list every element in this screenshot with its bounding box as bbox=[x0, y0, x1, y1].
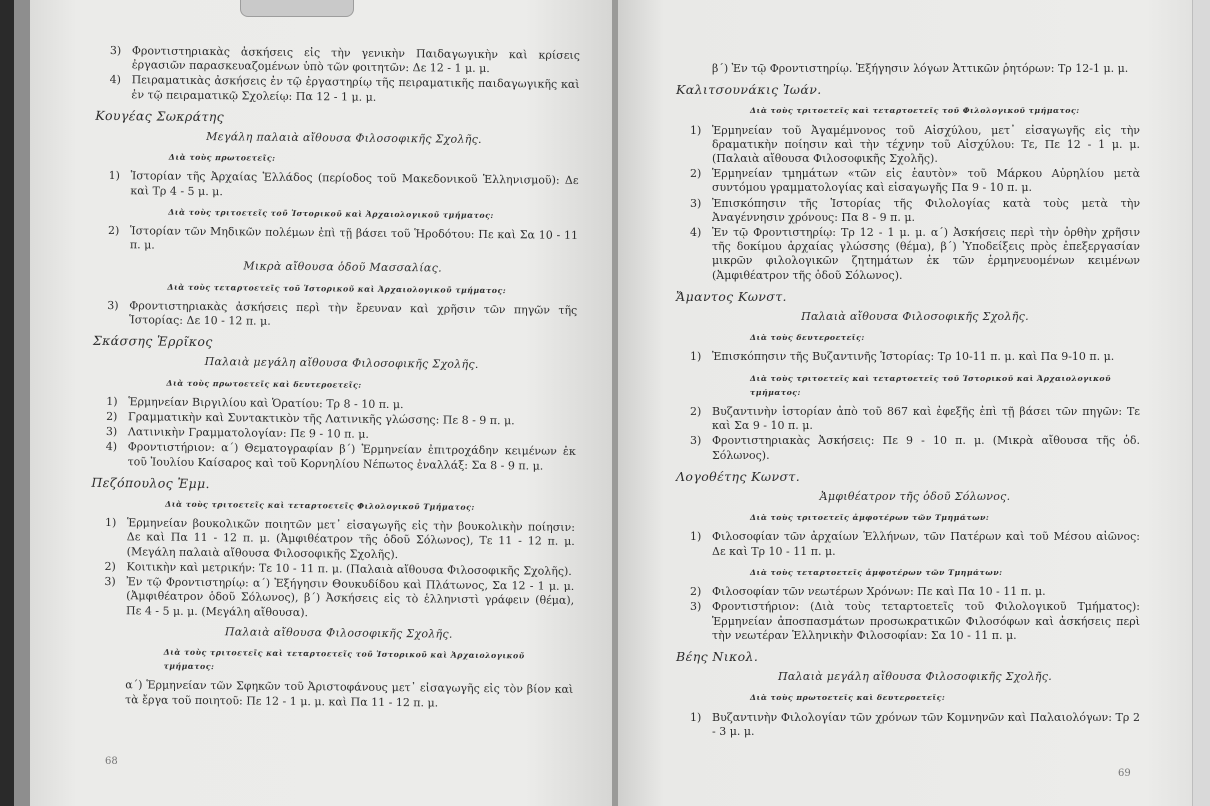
numbered-entry bbox=[109, 73, 579, 106]
entry-number: 2) bbox=[690, 167, 702, 181]
left-page-text bbox=[91, 44, 580, 713]
audience-heading: Διὰ τοὺς τριτοετεῖς τοῦ Ἱστορικοῦ καὶ Ἀρχαιολογικοῦ τμήματος: bbox=[168, 207, 494, 220]
audience-heading: Διὰ τοὺς πρωτοετεῖς καὶ δευτεροετεῖς: bbox=[166, 378, 362, 390]
audience-heading: Διὰ τοὺς τριτοετεῖς ἀμφοτέρων τῶν Τμημάτων: bbox=[750, 513, 990, 523]
book-clip bbox=[240, 0, 354, 17]
entry-number: 1) bbox=[690, 123, 702, 137]
audience-heading: Διὰ τοὺς τεταρτοετεῖς ἀμφοτέρων τῶν Τμημάτων: bbox=[750, 567, 1003, 577]
numbered-entry bbox=[105, 516, 575, 564]
entry-text: Ἱστορίαν τῆς Ἀρχαίας Ἑλλάδος (περίοδος τοῦ Μακεδονικοῦ Ἑλληνισμοῦ): Δε καὶ Τρ 4 - 5 μ. μ. bbox=[130, 169, 579, 198]
numbered-entry bbox=[690, 226, 1140, 283]
entry-number: 1) bbox=[104, 516, 117, 530]
entry-text: Ἐν τῷ Φροντιστηρίῳ: α΄) Ἐξήγησιν Θουκυδίδου καὶ Πλάτωνος, Σα 12 - 1 μ. μ. (Ἀμφιθέατρον ὁδοῦ Σόλωνος), β΄) Ἀσκήσεις εἰς τὸ ἑλληνιστὶ γράφειν (θέμα), Πε 4 - 5 μ. μ. (Μεγάλη αἴθουσα). bbox=[126, 575, 575, 619]
entry-text: Φιλοσοφίαν τῶν ἀρχαίων Ἑλλήνων, τῶν Πατέρων καὶ τοῦ Μέσου αἰῶνος: Δε καὶ Τρ 10 - 11 π. μ. bbox=[712, 530, 1140, 558]
entry-number: 4) bbox=[109, 73, 121, 87]
entry-number: 3) bbox=[105, 425, 118, 439]
entry-number: 3) bbox=[690, 434, 702, 448]
right-page-text bbox=[676, 62, 1140, 740]
entry-number: 2) bbox=[104, 559, 116, 573]
entry-text: Κοιτικὴν καὶ μετρικήν: Τε 10 - 11 π. μ. (Παλαιὰ αἴθουσα Φιλοσοφικῆς Σχολῆς). bbox=[126, 560, 572, 578]
entry-number: 1) bbox=[690, 530, 702, 544]
numbered-entry bbox=[690, 585, 1140, 599]
audience-heading: Διὰ τοὺς τριτοετεῖς καὶ τεταρτοετεῖς τοῦ Φιλολογικοῦ τμήματος: bbox=[750, 106, 1080, 116]
numbered-entry bbox=[690, 600, 1140, 643]
book-cover-edge bbox=[14, 0, 30, 806]
audience-heading: Διὰ τοὺς τριτοετεῖς καὶ τεταρτοετεῖς τοῦ Ἱστορικοῦ καὶ Ἀρχαιολογικοῦ τμήματος: bbox=[750, 373, 1112, 397]
lecture-venue: Παλαιὰ αἴθουσα Φιλοσοφικῆς Σχολῆς. bbox=[801, 310, 1029, 324]
professor-name: Κουγέας Σωκράτης bbox=[95, 107, 225, 125]
lecture-venue: Μικρὰ αἴθουσα ὁδοῦ Μασσαλίας. bbox=[243, 259, 443, 275]
numbered-entry bbox=[108, 224, 578, 257]
entry-text: Φροντιστηριακὰς ἀσκήσεις εἰς τὴν γενικὴν Παιδαγωγικὴν καὶ κρίσεις ἐργασιῶν παρασκευαζομένων ὑπὸ τῶν φοιτητῶν: Δε 12 - 1 μ. μ. bbox=[131, 44, 580, 76]
entry-number: 2) bbox=[690, 585, 702, 599]
right-page-stack-edge bbox=[1192, 0, 1210, 806]
numbered-entry bbox=[110, 44, 580, 77]
numbered-entry bbox=[107, 299, 577, 332]
lecture-venue: Παλαιὰ μεγάλη αἴθουσα Φιλοσοφικῆς Σχολῆς. bbox=[204, 355, 479, 372]
entry-text: Γραμματικὴν καὶ Συντακτικὸν τῆς Λατινικῆς γλώσσης: Πε 8 - 9 π. μ. bbox=[128, 410, 515, 428]
entry-text: Ἐπισκόπησιν τῆς Βυζαντινῆς Ἱστορίας: Τρ 10-11 π. μ. καὶ Πα 9-10 π. μ. bbox=[712, 350, 1115, 364]
page-number-left: 68 bbox=[105, 756, 118, 767]
entry-number: 3) bbox=[109, 44, 122, 58]
entry-text: Ἱστορίαν τῶν Μηδικῶν πολέμων ἐπὶ τῇ βάσει τοῦ Ἡροδότου: Πε καὶ Σα 10 - 11 π. μ. bbox=[129, 224, 579, 252]
lecture-venue: Μεγάλη παλαιὰ αἴθουσα Φιλοσοφικῆς Σχολῆς. bbox=[206, 130, 482, 146]
numbered-entry bbox=[690, 405, 1140, 433]
entry-text: Ἑρμηνείαν τοῦ Ἀγαμέμνονος τοῦ Αἰσχύλου, μετ᾽ εἰσαγωγῆς εἰς τὴν δραματικὴν ποίησιν καὶ τὴν τέχνην τοῦ Αἰσχύλου: Τε, Πε 12 - 1 μ. μ. (Παλαιὰ αἴθουσα Φιλοσοφικῆς Σχολῆς). bbox=[712, 123, 1140, 166]
numbered-entry bbox=[108, 169, 578, 202]
entry-number: 2) bbox=[107, 224, 120, 238]
left-page bbox=[30, 0, 612, 806]
entry-text: β΄) Ἐν τῷ Φροντιστηρίῳ. Ἐξήγησιν λόγων Ἀττικῶν ῥητόρων: Τρ 12-1 μ. μ. bbox=[712, 62, 1129, 75]
lecture-venue: Παλαιὰ μεγάλη αἴθουσα Φιλοσοφικῆς Σχολῆς. bbox=[778, 670, 1052, 684]
entry-number: 2) bbox=[106, 410, 118, 424]
professor-name: Σκάσσης Ἑρρῖκος bbox=[92, 333, 213, 350]
entry-text: Ἐν τῷ Φροντιστηρίῳ: Τρ 12 - 1 μ. μ. α΄) Ἀσκήσεις περὶ τὴν ὀρθὴν χρῆσιν τῆς δοκίμου ἀρχαίας γλώσσης (θέμα), β΄) Ὑποδείξεις πρὸς ἐπεξεργασίαν μικρῶν φιλολογικῶν ζητημάτων ἐκ τῶν ἑρμηνευομένων κειμένων (Ἀμφιθέατρον τῆς ὁδοῦ Σόλωνος). bbox=[712, 226, 1140, 282]
entry-number: 4) bbox=[690, 226, 702, 240]
numbered-entry bbox=[104, 575, 574, 623]
entry-text: Λατινικὴν Γραμματολογίαν: Πε 9 - 10 π. μ. bbox=[127, 425, 370, 441]
numbered-entry bbox=[690, 434, 1140, 462]
entry-number: 2) bbox=[690, 405, 702, 419]
entry-text: Φροντιστηριακὰς Ἀσκήσεις: Πε 9 - 10 π. μ. (Μικρὰ αἴθουσα τῆς ὁδ. Σόλωνος). bbox=[712, 434, 1140, 462]
entry-text: Φιλοσοφίαν τῶν νεωτέρων Χρόνων: Πε καὶ Πα 10 - 11 π. μ. bbox=[712, 585, 1046, 599]
entry-text: Φροντιστήριον: α΄) Θεματογραφίαν β΄) Ἑρμηνείαν ἐπιτροχάδην κειμένων ἐκ τοῦ Ἰουλίου Καίσαρος καὶ τοῦ Κορνηλίου Νέπωτος ἐναλλάξ: Σα 8 - 9 π. μ. bbox=[127, 440, 576, 473]
entry-number: 1) bbox=[108, 169, 120, 183]
numbered-entry bbox=[106, 440, 576, 473]
audience-heading: Διὰ τοὺς τριτοετεῖς καὶ τεταρτοετεῖς τοῦ Ἱστορικοῦ καὶ Ἀρχαιολογικοῦ τμήματος: bbox=[163, 647, 525, 672]
professor-name: Λογοθέτης Κωνστ. bbox=[676, 468, 801, 484]
entry-number: 3) bbox=[690, 196, 702, 210]
audience-heading: Διὰ τοὺς δευτεροετεῖς: bbox=[750, 333, 865, 343]
entry-number: 1) bbox=[106, 394, 118, 408]
entry-number: 3) bbox=[690, 600, 702, 614]
page-number-right: 69 bbox=[1118, 768, 1131, 779]
entry-text: Ἐπισκόπησιν τῆς Ἱστορίας τῆς Φιλολογίας κατὰ τοὺς μετὰ τὴν Ἀναγέννησιν χρόνους: Πα 8 - 9 π. μ. bbox=[712, 196, 1140, 224]
professor-name: Βέης Νικολ. bbox=[676, 648, 759, 664]
numbered-entry bbox=[690, 530, 1140, 558]
entry-text: Ἑρμηνείαν βουκολικῶν ποιητῶν μετ᾽ εἰσαγωγῆς εἰς τὴν βουκολικὴν ποίησιν: Δε καὶ Πα 11 - 12 π. μ. (Ἀμφιθέατρον τῆς ὁδοῦ Σόλωνος), Τε 11 - 12 π. μ. (Μεγάλη παλαιὰ αἴθουσα Φιλοσοφικῆς Σχολῆς). bbox=[126, 516, 576, 561]
entry-text: α΄) Ἑρμηνείαν τῶν Σφηκῶν τοῦ Ἀριστοφάνους μετ᾽ εἰσαγωγῆς εἰς τὸν βίον καὶ τὰ ἔργα τοῦ ποιητοῦ: Πε 12 - 1 μ. μ. καὶ Πα 11 - 12 π. μ. bbox=[125, 678, 574, 709]
entry-text: Βυζαντινὴν Φιλολογίαν τῶν χρόνων τῶν Κομνηνῶν καὶ Παλαιολόγων: Τρ 2 - 3 μ. μ. bbox=[712, 710, 1140, 738]
numbered-entry bbox=[690, 711, 1140, 739]
entry-text: Βυζαντινὴν ἱστορίαν ἀπὸ τοῦ 867 καὶ ἐφεξῆς ἐπὶ τῇ βάσει τῶν πηγῶν: Τε καὶ Σα 9 - 10 π. μ. bbox=[712, 405, 1140, 433]
numbered-entry bbox=[690, 197, 1140, 225]
entry-number: 3) bbox=[104, 575, 116, 589]
entry-text: Φροντιστήριον: (Διὰ τοὺς τεταρτοετεῖς τοῦ Φιλολογικοῦ Τμήματος): Ἑρμηνείαν ἀποσπασμάτων προσωκρατικῶν Φιλοσόφων καὶ ἀσκήσεις περὶ τὴν νεωτέραν Ἑλληνικὴν Φιλοσοφίαν: Σα 10 - 11 π. μ. bbox=[712, 600, 1140, 642]
numbered-entry bbox=[690, 350, 1140, 364]
lecture-venue: Ἀμφιθέατρον τῆς ὁδοῦ Σόλωνος. bbox=[819, 490, 1011, 504]
right-page bbox=[618, 0, 1192, 806]
entry-text: Ἑρμηνείαν Βιργιλίου καὶ Ὁρατίου: Τρ 8 - 10 π. μ. bbox=[128, 395, 404, 411]
audience-heading: Διὰ τοὺς πρωτοετεῖς καὶ δευτεροετεῖς: bbox=[750, 693, 946, 703]
numbered-entry bbox=[690, 124, 1140, 167]
professor-name: Πεζόπουλος Ἐμμ. bbox=[91, 474, 211, 491]
entry-number: 1) bbox=[690, 710, 702, 724]
entry-number: 1) bbox=[690, 350, 702, 364]
entry-text: Πειραματικὰς ἀσκήσεις ἐν τῷ ἐργαστηρίῳ τῆς πειραματικῆς παιδαγωγικῆς καὶ ἐν τῷ πειραματικῷ Σχολείῳ: Πα 12 - 1 μ. μ. bbox=[131, 73, 580, 104]
entry-number: 3) bbox=[107, 298, 119, 312]
entry-number: 4) bbox=[105, 440, 118, 454]
audience-heading: Διὰ τοὺς πρωτοετεῖς: bbox=[168, 152, 276, 163]
audience-heading: Διὰ τοὺς τεταρτοετεῖς τοῦ Ἱστορικοῦ καὶ Ἀρχαιολογικοῦ τμήματος: bbox=[167, 282, 507, 295]
numbered-entry bbox=[690, 167, 1140, 195]
entry-text: Ἑρμηνείαν τμημάτων «τῶν εἰς ἑαυτὸν» τοῦ Μάρκου Αὐρηλίου μετὰ συντόμου γραμματολογίας καὶ εἰσαγωγῆς Πα 9 - 10 π. μ. bbox=[712, 167, 1140, 195]
professor-name: Ἄμαντος Κωνστ. bbox=[676, 288, 787, 304]
professor-name: Καλιτσουνάκις Ἰωάν. bbox=[676, 82, 822, 98]
table-edge bbox=[0, 0, 14, 806]
audience-heading: Διὰ τοὺς τριτοετεῖς καὶ τεταρτοετεῖς Φιλολογικοῦ Τμήματος: bbox=[165, 499, 475, 512]
entry-text: Φροντιστηριακὰς ἀσκήσεις περὶ τὴν ἔρευναν καὶ χρῆσιν τῶν πηγῶν τῆς Ἱστορίας: Δε 10 - 12 π. μ. bbox=[129, 299, 578, 328]
lecture-venue: Παλαιὰ αἴθουσα Φιλοσοφικῆς Σχολῆς. bbox=[224, 624, 453, 641]
